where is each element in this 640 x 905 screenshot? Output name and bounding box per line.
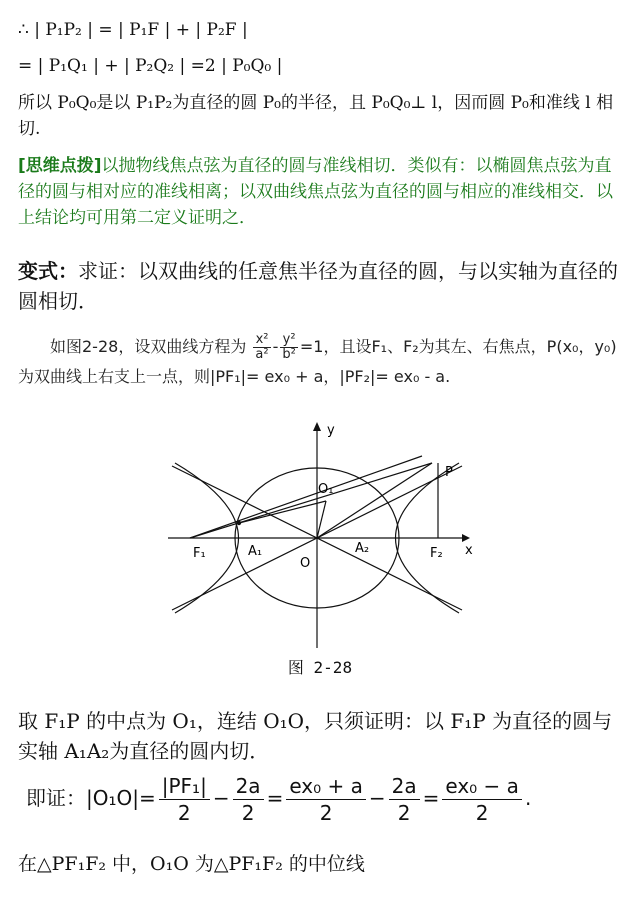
term-2a-over-2 bbox=[233, 773, 264, 826]
fraction-numerator: x² bbox=[253, 333, 270, 348]
label-p: P bbox=[445, 465, 453, 480]
label-f1: F₁ bbox=[193, 546, 206, 561]
fraction-x2-a2 bbox=[253, 333, 270, 362]
fraction-numerator: ex₀ − a bbox=[442, 773, 522, 800]
term-ex0-plus-a-over-2 bbox=[286, 773, 366, 826]
variant-problem bbox=[18, 256, 626, 316]
example-pre: 如图2-28，设双曲线方程为 bbox=[50, 337, 247, 356]
fraction-numerator: 2a bbox=[389, 773, 420, 800]
operator: = bbox=[266, 786, 284, 810]
intersection-point bbox=[237, 521, 241, 525]
example-text bbox=[18, 332, 626, 392]
label-x: x bbox=[465, 543, 473, 558]
thinking-tip-heading: [思维点拨] bbox=[18, 156, 102, 176]
proof-line-1: ∴ | P₁P₂ | = | P₁F | + | P₂F | bbox=[18, 20, 248, 40]
proof-equation bbox=[26, 773, 626, 826]
label-y: y bbox=[327, 423, 335, 438]
fraction-y2-b2 bbox=[280, 333, 297, 362]
figure-caption: 图 2-28 bbox=[287, 658, 353, 677]
fraction-numerator: y² bbox=[280, 333, 297, 348]
segment-f1-p bbox=[190, 463, 432, 538]
operator: = bbox=[422, 786, 440, 810]
x-axis-arrow bbox=[462, 534, 470, 542]
example-post: =1，且设F₁、F₂为其左、右焦点，P(x₀，y₀)为双曲线上右支上一点，则|PF₁|= ex₀ + a，|PF₂|= ex₀ - a. bbox=[18, 337, 617, 386]
fraction-denominator: b² bbox=[282, 347, 296, 362]
fraction-denominator: 2 bbox=[397, 801, 411, 825]
fraction-numerator: |PF₁| bbox=[159, 773, 210, 800]
term-ex0-minus-a-over-2 bbox=[442, 773, 522, 826]
proof-conclusion: 所以 P₀Q₀是以 P₁P₂为直径的圆 P₀的半径，且 P₀Q₀⊥ l，因而圆 P₀和准线 l 相切. bbox=[18, 93, 614, 139]
thinking-tip-body: 以抛物线焦点弦为直径的圆与准线相切．类似有：以椭圆焦点弦为直径的圆与相对应的准线相离；以双曲线焦点弦为直径的圆与相应的准线相交．以上结论均可用第二定义证明之． bbox=[18, 156, 613, 228]
segment-o-p bbox=[317, 463, 432, 538]
segment-a1-o1 bbox=[239, 501, 326, 523]
hyperbola-figure bbox=[160, 418, 490, 653]
fraction-numerator: 2a bbox=[233, 773, 264, 800]
term-2a-over-2-second bbox=[389, 773, 420, 826]
proof-line-2: = | P₁Q₁ | + | P₂Q₂ | =2 | P₀Q₀ | bbox=[18, 56, 283, 76]
variant-body: 求证：以双曲线的任意焦半径为直径的圆，与以实轴为直径的圆相切． bbox=[18, 259, 618, 313]
label-a2: A₂ bbox=[355, 541, 370, 556]
fraction-numerator: ex₀ + a bbox=[286, 773, 366, 800]
fraction-denominator: a² bbox=[255, 347, 269, 362]
term-pf1-over-2 bbox=[159, 773, 210, 826]
label-o: O bbox=[300, 556, 311, 571]
fraction-denominator: 2 bbox=[241, 801, 255, 825]
operator: − bbox=[368, 786, 386, 810]
operator: − bbox=[212, 786, 230, 810]
label-o1: O₁ bbox=[318, 482, 334, 497]
variant-heading: 变式： bbox=[18, 259, 78, 283]
midline-statement: 在△PF₁F₂ 中，O₁O 为△PF₁F₂ 的中位线 bbox=[18, 853, 365, 875]
fraction-denominator: 2 bbox=[319, 801, 333, 825]
fraction-denominator: 2 bbox=[177, 801, 191, 825]
proof-setup: 取 F₁P 的中点为 O₁，连结 O₁O，只须证明：以 F₁P 为直径的圆与实轴 A₁A₂为直径的圆内切． bbox=[18, 709, 613, 763]
minus-sign: - bbox=[272, 337, 279, 356]
y-axis-arrow bbox=[313, 422, 321, 431]
proof-lead: 即证：|O₁O|= bbox=[26, 786, 156, 810]
period: . bbox=[524, 786, 532, 810]
label-f2: F₂ bbox=[430, 546, 443, 561]
fraction-denominator: 2 bbox=[475, 801, 489, 825]
thinking-tip bbox=[18, 153, 626, 231]
label-a1: A₁ bbox=[248, 544, 263, 559]
